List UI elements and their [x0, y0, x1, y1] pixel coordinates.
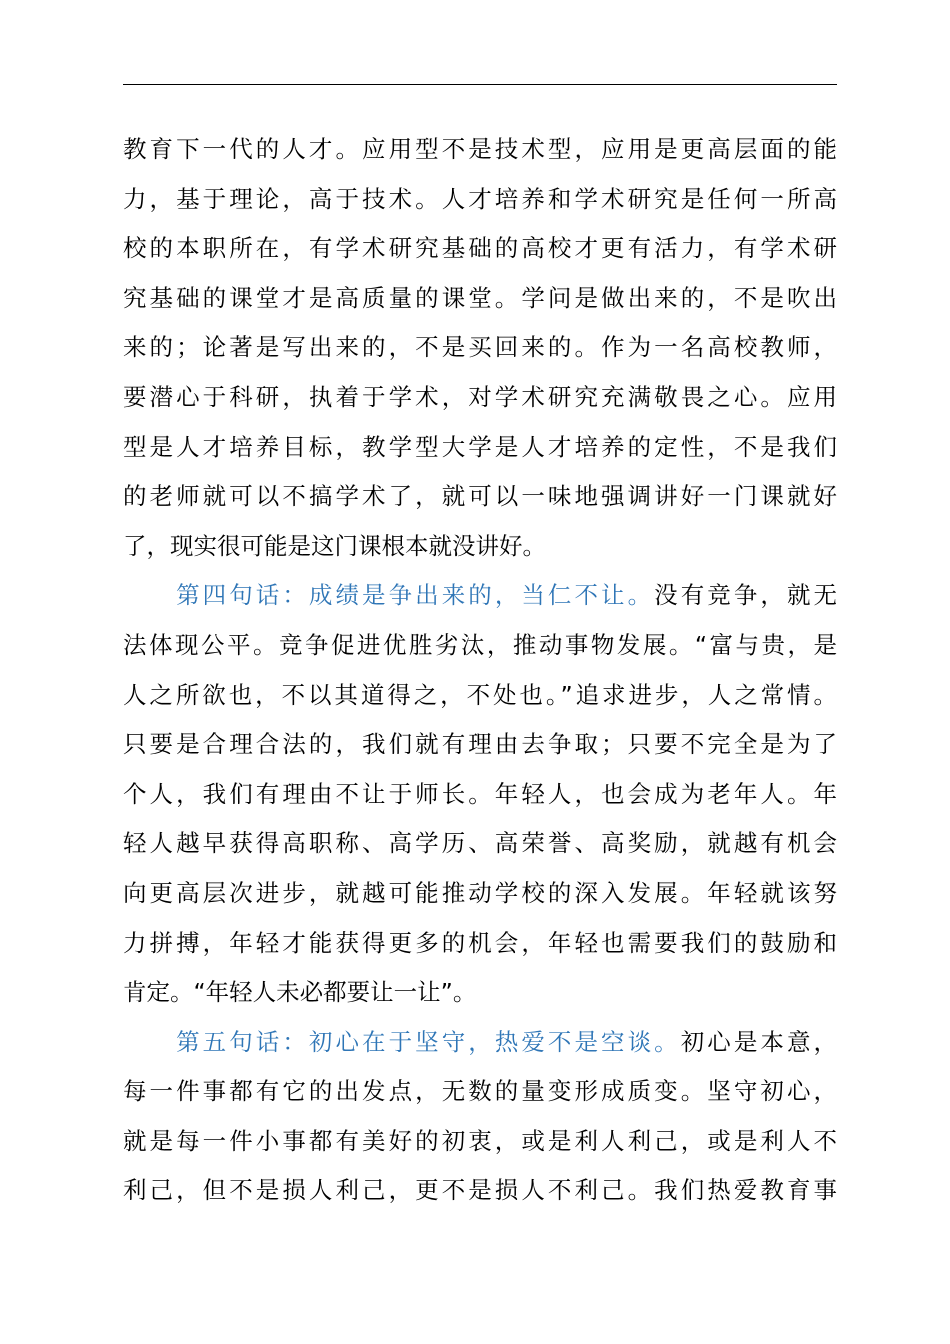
text-line: 法体现公平。竞争促进优胜劣汰，推动事物发展。“富与贵，是: [123, 630, 837, 659]
text-line: 轻人越早获得高职称、高学历、高荣誉、高奖励，就越有机会: [123, 829, 837, 858]
text-line: 了，现实很可能是这门课根本就没讲好。: [123, 531, 546, 560]
paragraph-3: [123, 1018, 837, 1216]
text-line: 究基础的课堂才是高质量的课堂。学问是做出来的，不是吹出: [123, 283, 837, 312]
paragraph-2: [123, 571, 837, 1017]
header-rule: [123, 84, 837, 85]
text-line: 个人，我们有理由不让于师长。年轻人，也会成为老年人。年: [123, 779, 837, 808]
text-line: 力拼搏，年轻才能获得更多的机会，年轻也需要我们的鼓励和: [123, 928, 837, 957]
section-heading-4: 第四句话：成绩是争出来的，当仁不让。: [176, 581, 655, 610]
text-run: 没有竞争，就无: [654, 581, 837, 610]
text-run: 初心是本意，: [680, 1027, 837, 1056]
text-line: 来的；论著是写出来的，不是买回来的。作为一名高校教师，: [123, 333, 837, 362]
text-line: 的老师就可以不搞学术了，就可以一味地强调讲好一门课就好: [123, 482, 837, 511]
text-line: 教育下一代的人才。应用型不是技术型，应用是更高层面的能: [123, 135, 837, 163]
paragraph-first-line: [123, 1018, 837, 1068]
text-line: 人之所欲也，不以其道得之，不处也。”追求进步，人之常情。: [123, 680, 837, 709]
text-line: 只要是合理合法的，我们就有理由去争取；只要不完全是为了: [123, 730, 837, 759]
text-line: 肯定。“年轻人未必都要让一让”。: [123, 978, 477, 1007]
text-line: 每一件事都有它的出发点，无数的量变形成质变。坚守初心，: [123, 1077, 837, 1106]
paragraph-first-line: [123, 571, 837, 621]
text-line: 校的本职所在，有学术研究基础的高校才更有活力，有学术研: [123, 234, 837, 263]
text-line: 向更高层次进步，就越可能推动学校的深入发展。年轻就该努: [123, 878, 837, 907]
text-line: 型是人才培养目标，教学型大学是人才培养的定性，不是我们: [123, 432, 837, 461]
text-line: 利己，但不是损人利己，更不是损人不利己。我们热爱教育事: [123, 1176, 837, 1205]
text-line: 力，基于理论，高于技术。人才培养和学术研究是任何一所高: [123, 184, 837, 213]
section-heading-5: 第五句话：初心在于坚守，热爱不是空谈。: [176, 1027, 681, 1056]
paragraph-1: [123, 125, 837, 571]
document-body: [123, 125, 837, 1216]
text-line: 要潜心于科研，执着于学术，对学术研究充满敬畏之心。应用: [123, 382, 837, 411]
text-line: 就是每一件小事都有美好的初衷，或是利人利己，或是利人不: [123, 1126, 837, 1155]
